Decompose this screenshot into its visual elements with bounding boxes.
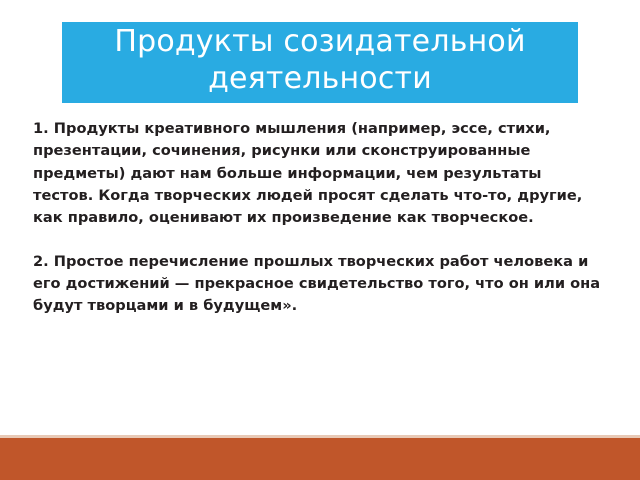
slide-body [33, 118, 603, 318]
body-paragraph-2: 2. Простое перечисление прошлых творческих работ человека и его достижений — прекрасное свидетельство того, что он или она будут творцами и в будущем». [33, 252, 601, 315]
slide-title-banner [62, 22, 578, 103]
page-title: Продукты созидательной деятельности [114, 24, 526, 96]
body-paragraph-1: 1. Продукты креативного мышления (например, эссе, стихи, презентации, сочинения, рисунки или сконструированные предметы) дают нам больше информации, чем результаты тестов. Когда творческих людей просят сделать что-то, другие, как правило, оценивают их произведение как творческое. [33, 120, 583, 227]
footer-bar [0, 438, 640, 480]
